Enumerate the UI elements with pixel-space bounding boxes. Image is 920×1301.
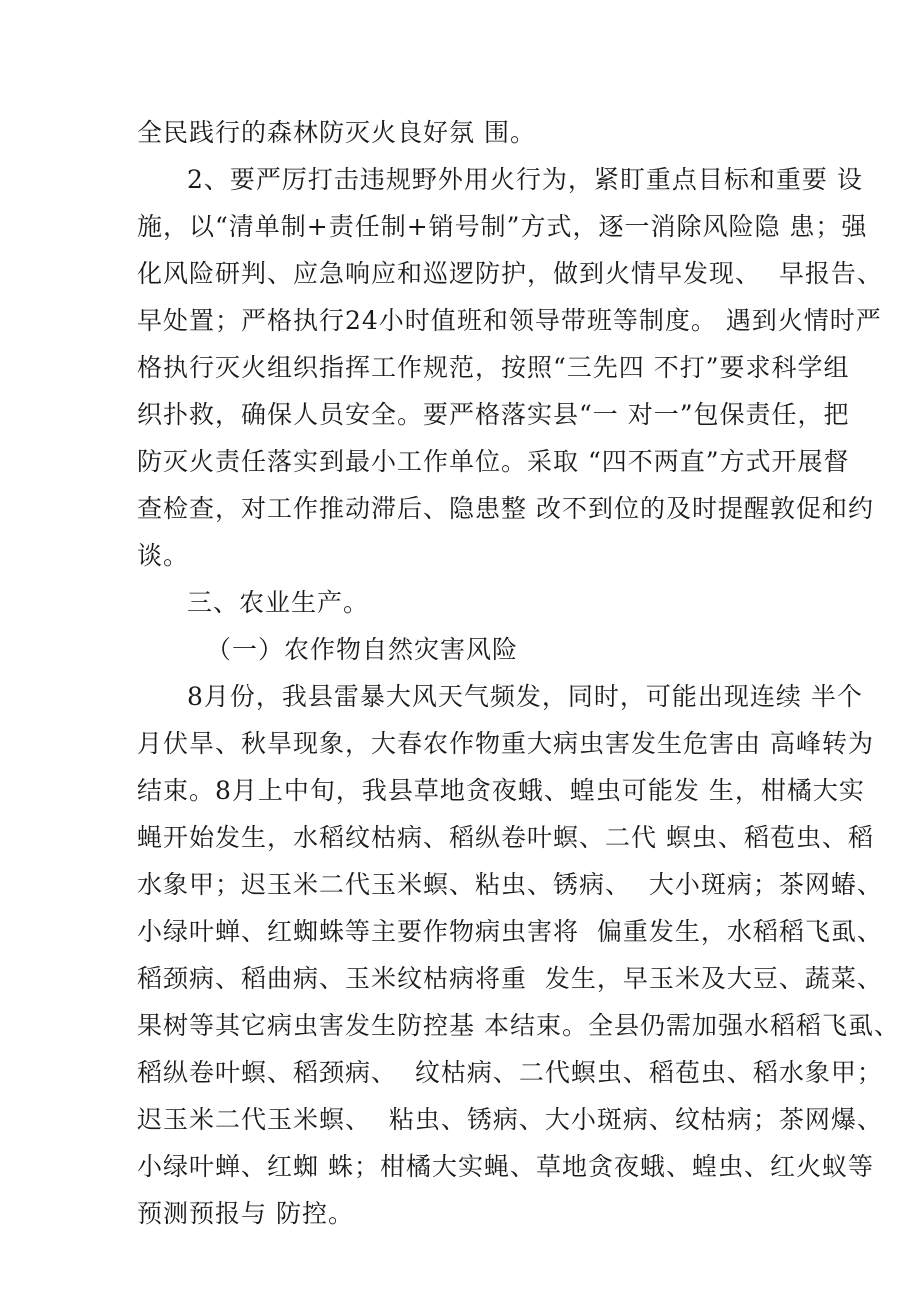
paragraph-line: 查检查，对工作推动滞后、隐患整 改不到位的及时提醒敦促和约	[137, 494, 874, 523]
paragraph-line: 小绿叶蝉、红蜘 蛛；柑橘大实蝇、草地贪夜蛾、蝗虫、红火蚁等	[137, 1152, 874, 1181]
paragraph-line: 蝇开始发生，水稻纹枯病、稻纵卷叶螟、二代 螟虫、稻苞虫、稻	[137, 823, 874, 852]
section-heading: 三、农业生产。	[187, 588, 370, 617]
paragraph-line: 结束。8月上中旬，我县草地贪夜蛾、蝗虫可能发 生，柑橘大实	[137, 776, 865, 805]
paragraph-line: 8月份，我县雷暴大风天气频发，同时，可能出现连续 半个	[187, 682, 863, 711]
paragraph-line: 2、要严厉打击违规野外用火行为，紧盯重点目标和重要 设	[187, 165, 863, 194]
subsection-heading: （一）农作物自然灾害风险	[206, 635, 519, 664]
paragraph-line: 早处置；严格执行24小时值班和领导带班等制度。 遇到火情时严	[137, 306, 882, 335]
paragraph-line: 织扑救，确保人员安全。要严格落实县“一 对一”包保责任，把	[137, 400, 850, 429]
paragraph-line: 全民践行的森林防灭火良好氛 围。	[137, 118, 536, 147]
paragraph-line: 谈。	[137, 541, 190, 570]
paragraph-line: 稻纵卷叶螟、稻颈病、 纹枯病、二代螟虫、稻苞虫、稻水象甲；	[137, 1058, 883, 1087]
paragraph-line: 稻颈病、稻曲病、玉米纹枯病将重 发生，早玉米及大豆、蔬菜、	[137, 964, 883, 993]
paragraph-line: 迟玉米二代玉米螟、 粘虫、锈病、大小斑病、纹枯病；茶网爆、	[137, 1105, 883, 1134]
paragraph-line: 小绿叶蝉、红蜘蛛等主要作物病虫害将 偏重发生，水稻稻飞虱、	[137, 917, 883, 946]
paragraph-line: 月伏旱、秋旱现象，大春农作物重大病虫害发生危害由 高峰转为	[137, 729, 874, 758]
paragraph-line: 施，以“清单制+责任制+销号制”方式，逐一消除风险隐 患；强	[137, 212, 868, 241]
paragraph-line: 水象甲；迟玉米二代玉米螟、粘虫、锈病、 大小斑病；茶网蝽、	[137, 870, 883, 899]
paragraph-line: 化风险研判、应急响应和巡逻防护，做到火情早发现、 早报告、	[137, 259, 883, 288]
paragraph-line: 果树等其它病虫害发生防控基 本结束。全县仍需加强水稻稻飞虱、	[137, 1011, 900, 1040]
paragraph-line: 防灭火责任落实到最小工作单位。采取 “四不两直”方式开展督	[137, 447, 850, 476]
paragraph-line: 格执行灭火组织指挥工作规范，按照“三先四 不打”要求科学组	[137, 353, 850, 382]
paragraph-line: 预测预报与 防控。	[137, 1199, 354, 1228]
